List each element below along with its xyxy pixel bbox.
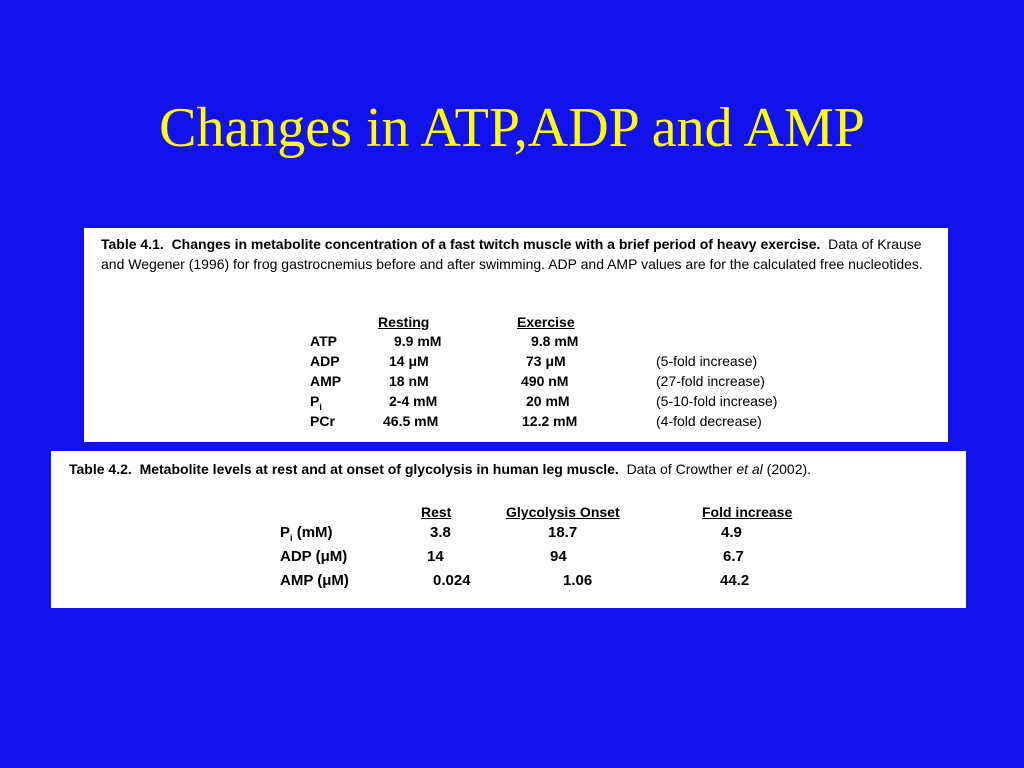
t1-resting: 18 nM	[389, 373, 429, 389]
t2-metabolite	[280, 571, 349, 591]
table-4-2-caption	[69, 459, 959, 479]
t2-onset: 18.7	[548, 524, 578, 541]
table-4-1-panel	[84, 228, 948, 442]
t1-change: (27-fold increase)	[656, 373, 765, 389]
t1-exercise: 12.2 mM	[522, 413, 578, 429]
t2-metabolite-symbol: ADP	[280, 548, 312, 565]
t2-rest: 0.024	[433, 572, 471, 589]
t2-metabolite-subscript: i	[290, 533, 293, 543]
table-4-2-label: Table 4.2.	[69, 461, 132, 477]
table-4-1-label: Table 4.1.	[101, 236, 164, 252]
t1-metabolite-subscript: i	[319, 401, 322, 412]
t2-fold: 44.2	[720, 572, 750, 589]
t2-metabolite-unit: (mM)	[292, 524, 333, 541]
t1-metabolite: ATP	[310, 333, 337, 349]
table-4-1-title: Changes in metabolite concentration of a fast twitch muscle with a brief period of heavy exercise.	[171, 236, 821, 252]
header-rest: Rest	[421, 504, 452, 520]
t1-change: (4-fold decrease)	[656, 413, 762, 429]
header-fold-increase: Fold increase	[702, 504, 793, 520]
table-4-2-panel	[51, 451, 966, 608]
t2-fold: 6.7	[723, 548, 744, 565]
t1-metabolite: PCr	[310, 413, 335, 429]
t2-metabolite-unit: (μM)	[311, 548, 348, 565]
t2-metabolite	[280, 547, 347, 567]
t1-exercise: 9.8 mM	[531, 333, 579, 349]
t1-resting: 46.5 mM	[383, 413, 439, 429]
t2-metabolite	[280, 523, 333, 548]
t2-rest: 14	[427, 548, 444, 565]
t1-resting: 2-4 mM	[389, 393, 438, 409]
t1-change: (5-fold increase)	[656, 353, 758, 369]
header-resting: Resting	[378, 314, 430, 330]
t1-exercise: 73 μM	[526, 353, 566, 369]
table-4-2-source-italic: et al	[736, 461, 763, 477]
t1-change: (5-10-fold increase)	[656, 393, 778, 409]
t2-onset: 94	[550, 548, 567, 565]
t2-rest: 3.8	[430, 524, 451, 541]
slide-title: Changes in ATP,ADP and AMP	[159, 97, 865, 159]
table-4-2-title: Metabolite levels at rest and at onset of glycolysis in human leg muscle.	[139, 461, 619, 477]
t1-resting: 14 μM	[389, 353, 429, 369]
t2-metabolite-symbol: P	[280, 524, 291, 541]
t1-metabolite: AMP	[310, 373, 342, 389]
table-4-2-year: (2002).	[766, 461, 812, 477]
table-4-1-source: Data of Krause and Wegener (1996) for frog gastrocnemius before and after swimming. ADP and AMP values are for the calculated free nucleotides.	[101, 236, 923, 272]
t2-fold: 4.9	[721, 524, 742, 541]
table-4-1-caption	[101, 234, 941, 274]
t1-exercise: 490 nM	[521, 373, 569, 389]
t2-metabolite-symbol: AMP	[280, 572, 314, 589]
header-exercise: Exercise	[517, 314, 575, 330]
t1-metabolite: ADP	[310, 353, 340, 369]
t1-exercise: 20 mM	[526, 393, 570, 409]
t1-metabolite-symbol: P	[310, 393, 320, 409]
t1-resting: 9.9 mM	[394, 333, 442, 349]
t2-onset: 1.06	[563, 572, 593, 589]
table-4-2-source: Data of Crowther	[626, 461, 733, 477]
t2-metabolite-unit: (μM)	[313, 572, 349, 589]
header-glycolysis-onset: Glycolysis Onset	[506, 504, 620, 520]
